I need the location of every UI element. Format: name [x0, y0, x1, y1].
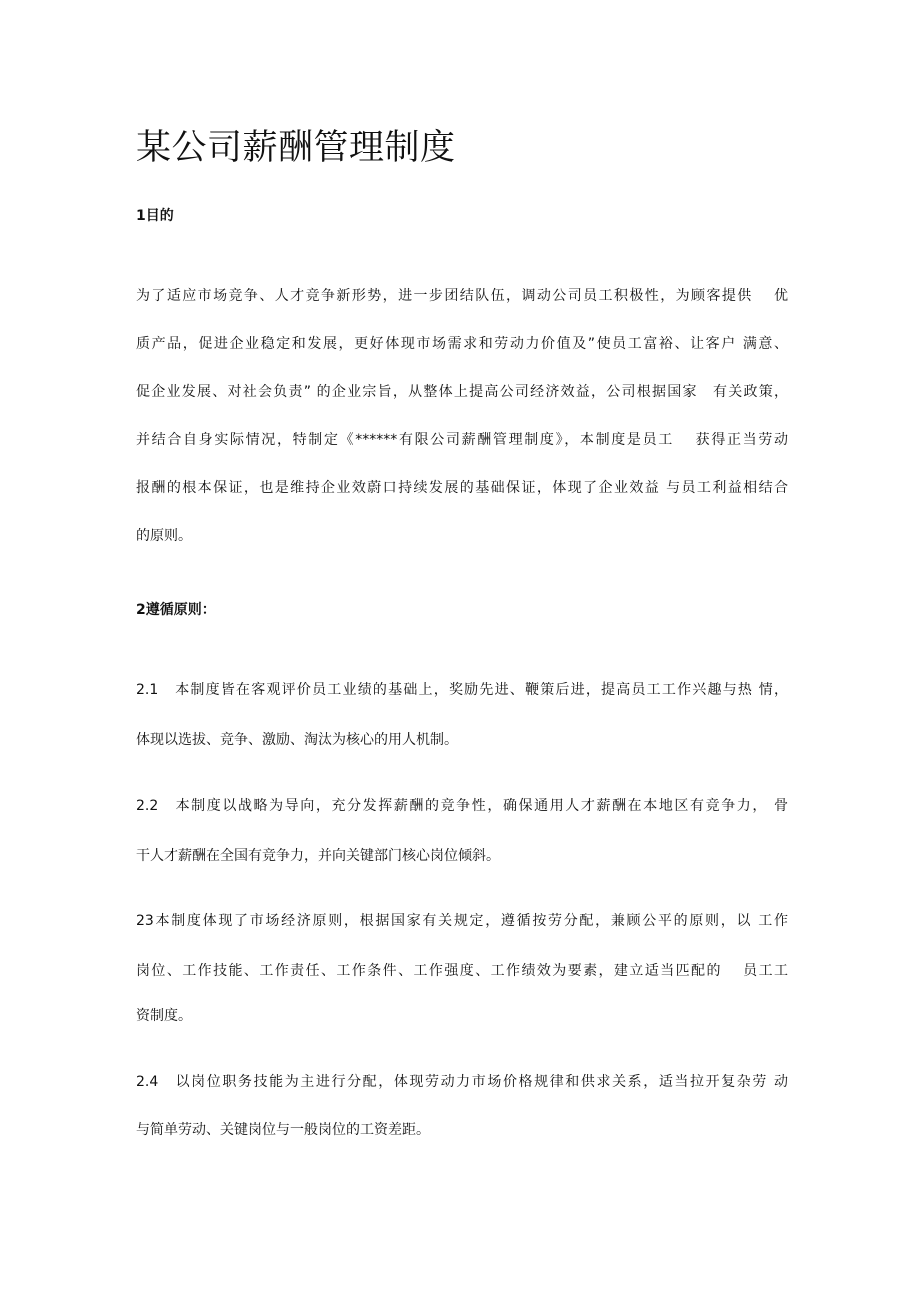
clause-2-2-line: [136, 795, 788, 815]
clause-number: 2.1: [136, 682, 159, 698]
paragraph-line: 的原则。: [136, 528, 192, 544]
clause-text: 本制度以战略为导向，充分发挥薪酬的竞争性，确保通用人才薪酬在本地区有竞争力， 骨: [174, 798, 788, 814]
document-title: 某公司薪酬管理制度: [136, 128, 456, 168]
paragraph-line: 并结合自身实际情况，特制定《******有限公司薪酬管理制度》，本制度是员工 获得正当劳动: [136, 432, 788, 448]
clause-2-3-line: 岗位、工作技能、工作责任、工作条件、工作强度、工作绩效为要素，建立适当匹配的 员工工: [136, 963, 788, 979]
clause-2-4-line: [136, 1071, 788, 1091]
clause-number: 2.2: [136, 798, 159, 814]
section-heading-principles: 2遵循原则：: [136, 602, 216, 618]
clause-number: 2.4: [136, 1074, 159, 1090]
clause-2-1-line: 体现以选拔、竞争、激励、淘汰为核心的用人机制。: [136, 732, 458, 748]
clause-2-2-line: 干人才薪酬在全国有竞争力，并向关键部门核心岗位倾斜。: [136, 848, 500, 864]
clause-text: 本制度皆在客观评价员工业绩的基础上，奖励先进、鞭策后进，提高员工工作兴趣与热 情，: [174, 682, 788, 698]
clause-2-4-line: 与简单劳动、关键岗位与一般岗位的工资差距。: [136, 1122, 430, 1138]
clause-2-1-line: [136, 679, 788, 699]
paragraph-line: 报酬的根本保证，也是维持企业效蔚口持续发展的基础保证，体现了企业效益 与员工利益相结合: [136, 480, 788, 496]
section-heading-purpose: 1目的: [136, 208, 174, 224]
clause-2-3-line: 23本制度体现了市场经济原则，根据国家有关规定，遵循按劳分配，兼顾公平的原则，以 工作: [136, 913, 788, 929]
paragraph-line: 质产品，促进企业稳定和发展，更好体现市场需求和劳动力价值及”使员工富裕、让客户 满意、: [136, 336, 788, 352]
paragraph-line: 促企业发展、对社会负责” 的企业宗旨，从整体上提高公司经济效益，公司根据国家 有关政策，: [136, 384, 788, 400]
clause-2-3-line: 资制度。: [136, 1008, 192, 1024]
clause-text: 以岗位职务技能为主进行分配，体现劳动力市场价格规律和供求关系，适当拉开复杂劳 动: [174, 1074, 788, 1090]
paragraph-line: 为了适应市场竞争、人才竞争新形势，进一步团结队伍，调动公司员工积极性，为顾客提供 优: [136, 288, 788, 304]
